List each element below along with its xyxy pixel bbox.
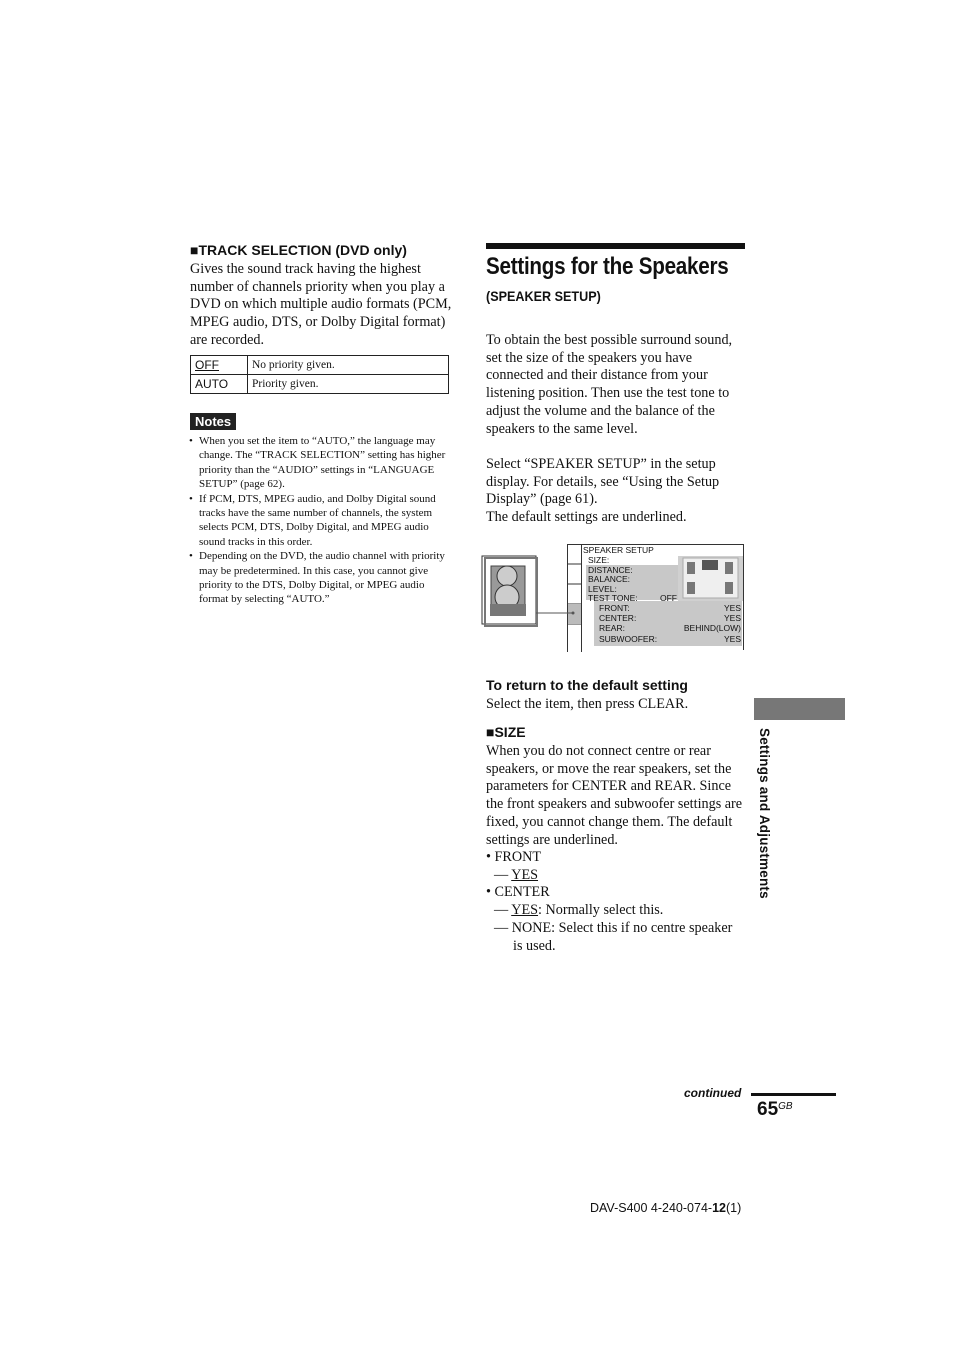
osd-item-balance: BALANCE: bbox=[588, 574, 631, 584]
intro-text: To obtain the best possible surround sound, set the size of the speakers you have connected and their distance from your listening position. Then use the test tone to adjust the volume and the balance of the speakers to the same level. bbox=[486, 332, 733, 437]
osd-subitem-subwoofer: SUBWOOFER: YES bbox=[599, 634, 741, 644]
continued-rule bbox=[751, 1093, 836, 1096]
notes-list bbox=[189, 434, 451, 607]
size-heading: ■SIZE bbox=[486, 724, 526, 740]
notes-badge: Notes bbox=[190, 413, 236, 430]
track-selection-body: Gives the sound track having the highest number of channels priority when you play a DVD on which multiple audio formats (PCM, MPEG audio, DTS, or Dolby Digital format) are recorded. bbox=[190, 261, 452, 348]
select-instruction: Select “SPEAKER SETUP” in the setup display. For details, see “Using the Setup Display” (page 61). bbox=[486, 456, 720, 508]
option-off: OFF bbox=[191, 356, 248, 375]
speaker-icon bbox=[487, 562, 533, 620]
model-code: DAV-S400 4-240-074-12(1) bbox=[590, 1201, 742, 1215]
size-options bbox=[486, 849, 744, 955]
title-rule bbox=[486, 243, 745, 249]
option-off-desc: No priority given. bbox=[248, 356, 449, 375]
track-selection-heading: ■TRACK SELECTION (DVD only) bbox=[190, 242, 407, 258]
osd-subitem-rear: REAR: BEHIND(LOW) bbox=[599, 623, 741, 633]
list-item: • CENTER bbox=[486, 884, 550, 901]
list-item: — YES: Normally select this. bbox=[494, 902, 664, 919]
osd-item-size: SIZE: bbox=[588, 555, 610, 565]
table-row bbox=[191, 356, 449, 375]
square-bullet-icon: ■ bbox=[486, 724, 495, 740]
page-number: $65^{GB}$ bbox=[757, 1099, 793, 1120]
page-title: Settings for the Speakers bbox=[486, 253, 729, 280]
note-item: • When you set the item to “AUTO,” the language may change. The “TRACK SELECTION” setting has higher priority than the “AUDIO” settings in “LANGUAGE SETUP” (page 62). bbox=[189, 434, 451, 492]
page-subtitle: (SPEAKER SETUP) bbox=[486, 288, 601, 304]
square-bullet-icon: ■ bbox=[190, 242, 199, 258]
osd-subitem-center: CENTER: YES bbox=[599, 613, 741, 623]
speaker-setup-display bbox=[480, 544, 746, 652]
section-tab-label: Settings and Adjustments bbox=[757, 728, 772, 899]
default-note: The default settings are underlined. bbox=[486, 509, 687, 525]
notes-label-wrap bbox=[190, 413, 236, 431]
section-tab bbox=[754, 698, 845, 720]
table-row bbox=[191, 375, 449, 394]
osd-test-tone-value: OFF bbox=[660, 593, 677, 603]
osd-item-test-tone: TEST TONE: bbox=[588, 593, 638, 603]
return-default-body: Select the item, then press CLEAR. bbox=[486, 696, 689, 712]
option-auto-desc: Priority given. bbox=[248, 375, 449, 394]
list-item: — YES bbox=[494, 866, 539, 883]
option-auto: AUTO bbox=[191, 375, 248, 394]
osd-item-level: LEVEL: bbox=[588, 584, 617, 594]
osd-item-distance: DISTANCE: bbox=[588, 565, 633, 575]
list-item: — NONE: Select this if no centre speaker is used. bbox=[494, 919, 733, 954]
list-item: • FRONT bbox=[486, 849, 542, 865]
continued-label: continued bbox=[684, 1086, 742, 1100]
note-item: • If PCM, DTS, MPEG audio, and Dolby Digital sound tracks have the same number of channels, the system selects PCM, DTS, Dolby Digital, and MPEG audio sound tracks in this order. bbox=[189, 492, 451, 550]
osd-subitem-front: FRONT: YES bbox=[599, 603, 741, 613]
note-item: • Depending on the DVD, the audio channel with priority may be predetermined. In this case, you cannot give priority to the DTS, Dolby Digital, or MPEG audio format by selecting “AUTO.” bbox=[189, 549, 451, 607]
size-body: When you do not connect centre or rear speakers, or move the rear speakers, set the parameters for CENTER and REAR. Since the front speakers and subwoofer settings are fixed, you cannot change them. The default settings are underlined. bbox=[486, 743, 743, 848]
return-default-heading: To return to the default setting bbox=[486, 677, 688, 693]
osd-header: SPEAKER SETUP bbox=[583, 545, 654, 555]
priority-table bbox=[190, 355, 449, 394]
